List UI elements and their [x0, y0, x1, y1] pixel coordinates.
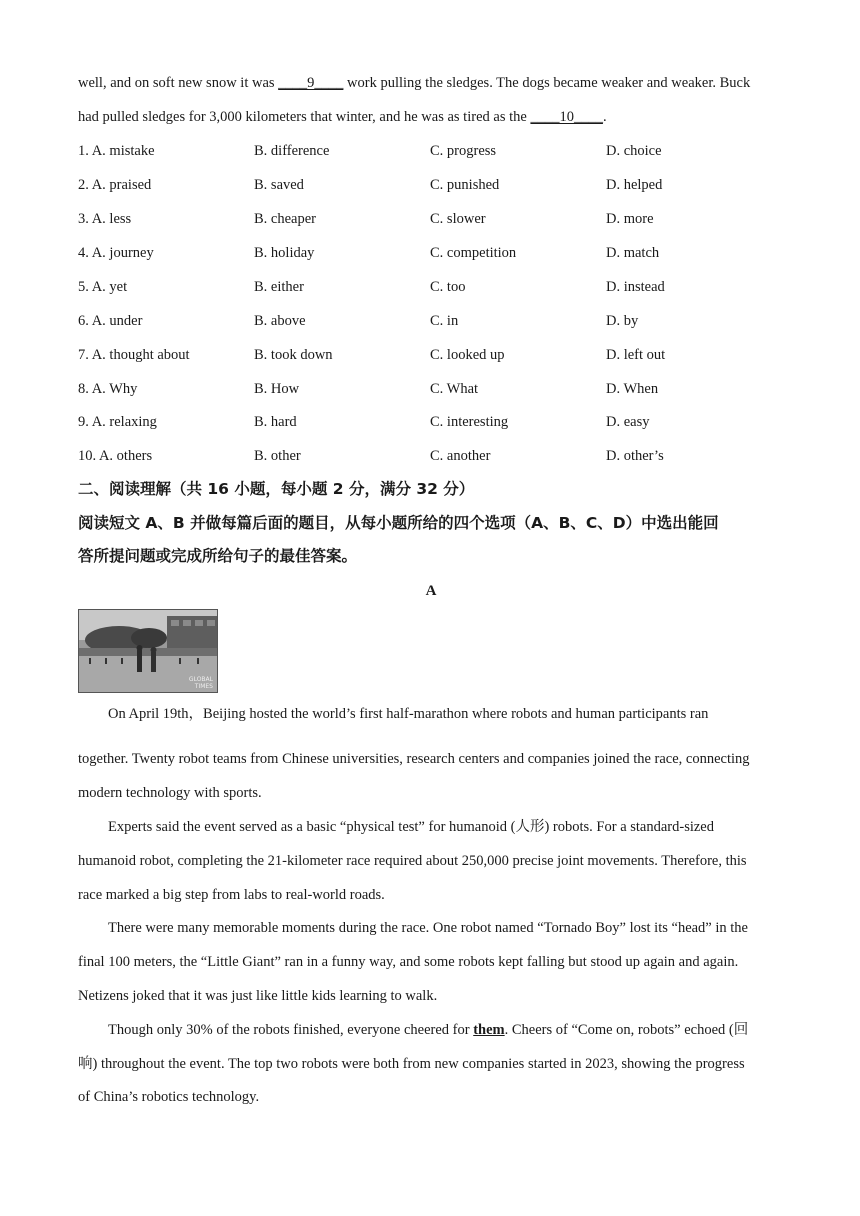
race-photo [78, 609, 218, 693]
option-d: D. left out [606, 347, 666, 363]
option-row [78, 446, 784, 466]
option-b: B. hard [254, 414, 297, 430]
option-d: D. other’s [606, 448, 664, 464]
option-row [78, 379, 784, 399]
option-c: C. What [430, 381, 479, 397]
option-c: C. looked up [430, 347, 505, 363]
passage-paragraph-3: Netizens joked that it was just like little kids learning to walk. [78, 988, 438, 1004]
option-c: C. in [430, 313, 459, 329]
passage-paragraph-4: of China’s robotics technology. [78, 1089, 260, 1105]
photo-watermark: GLOBAL TIMES [188, 676, 213, 690]
blank-9: ____9____ [278, 75, 344, 91]
section-instruction-line-2: 答所提问题或完成所给句子的最佳答案。 [78, 547, 358, 565]
option-row [78, 412, 784, 432]
option-c: C. too [430, 279, 466, 295]
option-b: B. How [254, 381, 300, 397]
option-d: D. by [606, 313, 639, 329]
option-c: C. slower [430, 211, 486, 227]
passage-paragraph-3: final 100 meters, the “Little Giant” ran in a funny way, and some robots kept falling but stood up again and again. [78, 954, 739, 970]
option-a: 6. A. under [78, 313, 143, 329]
passage-paragraph-2: humanoid robot, completing the 21-kilometer race required about 250,000 precise joint movements. Therefore, this [78, 853, 747, 869]
paragraph-text: Though only 30% of the robots finished, everyone cheered for [108, 1022, 474, 1038]
option-a: 4. A. journey [78, 245, 154, 261]
option-row [78, 141, 784, 161]
option-row [78, 175, 784, 195]
option-b: B. holiday [254, 245, 315, 261]
passage-paragraph-2: Experts said the event served as a basic “physical test” for humanoid (人形) robots. For a standard-sized [108, 819, 714, 835]
option-d: D. choice [606, 143, 662, 159]
option-b: B. either [254, 279, 304, 295]
passage-paragraph-2: race marked a big step from labs to real-world roads. [78, 887, 385, 903]
option-a: 9. A. relaxing [78, 414, 157, 430]
option-d: D. instead [606, 279, 665, 295]
option-c: C. punished [430, 177, 500, 193]
underlined-word-them: them [473, 1022, 505, 1038]
option-c: C. competition [430, 245, 517, 261]
intro-text: well, and on soft new snow it was [78, 75, 279, 91]
section-heading: 二、阅读理解（共 16 小题，每小题 2 分，满分 32 分） [78, 480, 475, 498]
option-row [78, 243, 784, 263]
option-b: B. above [254, 313, 306, 329]
passage-paragraph-1: modern technology with sports. [78, 785, 262, 801]
passage-paragraph-4 [78, 1020, 748, 1040]
passage-paragraph-1: together. Twenty robot teams from Chinese universities, research centers and companies joined the race, connecting [78, 751, 750, 767]
option-a: 1. A. mistake [78, 143, 155, 159]
option-row [78, 345, 784, 365]
option-a: 10. A. others [78, 448, 153, 464]
intro-text: work pulling the sledges. The dogs became weaker and weaker. Buck [343, 75, 751, 91]
option-row [78, 277, 784, 297]
intro-text: had pulled sledges for 3,000 kilometers that winter, and he was as tired as the [78, 109, 531, 125]
option-d: D. more [606, 211, 654, 227]
option-a: 5. A. yet [78, 279, 128, 295]
intro-text: . [602, 109, 607, 125]
option-d: D. helped [606, 177, 663, 193]
intro-line-1 [78, 73, 750, 93]
option-c: C. another [430, 448, 491, 464]
passage-paragraph-3: There were many memorable moments during the race. One robot named “Tornado Boy” lost its “head” in the [108, 920, 748, 936]
option-b: B. cheaper [254, 211, 316, 227]
option-b: B. saved [254, 177, 304, 193]
option-a: 3. A. less [78, 211, 132, 227]
option-c: C. interesting [430, 414, 509, 430]
blank-10: ____10____ [530, 109, 603, 125]
option-b: B. other [254, 448, 301, 464]
paragraph-text: . Cheers of “Come on, robots” echoed (回 [504, 1022, 749, 1038]
passage-paragraph-1: On April 19th，Beijing hosted the world’s first half-marathon where robots and human participants ran [108, 706, 709, 722]
passage-paragraph-4: 响) throughout the event. The top two robots were both from new companies started in 2023, showing the progress [78, 1056, 745, 1072]
option-a: 2. A. praised [78, 177, 152, 193]
option-b: B. difference [254, 143, 330, 159]
intro-line-2 [78, 107, 607, 127]
passage-title: A [425, 583, 437, 599]
option-b: B. took down [254, 347, 333, 363]
option-d: D. When [606, 381, 659, 397]
option-d: D. match [606, 245, 660, 261]
option-c: C. progress [430, 143, 497, 159]
option-a: 8. A. Why [78, 381, 138, 397]
option-row [78, 209, 784, 229]
section-instruction-line-1: 阅读短文 A、B 并做每篇后面的题目，从每小题所给的四个选项（A、B、C、D）中选出能回 [78, 514, 719, 532]
option-row [78, 311, 784, 331]
option-a: 7. A. thought about [78, 347, 190, 363]
option-d: D. easy [606, 414, 650, 430]
